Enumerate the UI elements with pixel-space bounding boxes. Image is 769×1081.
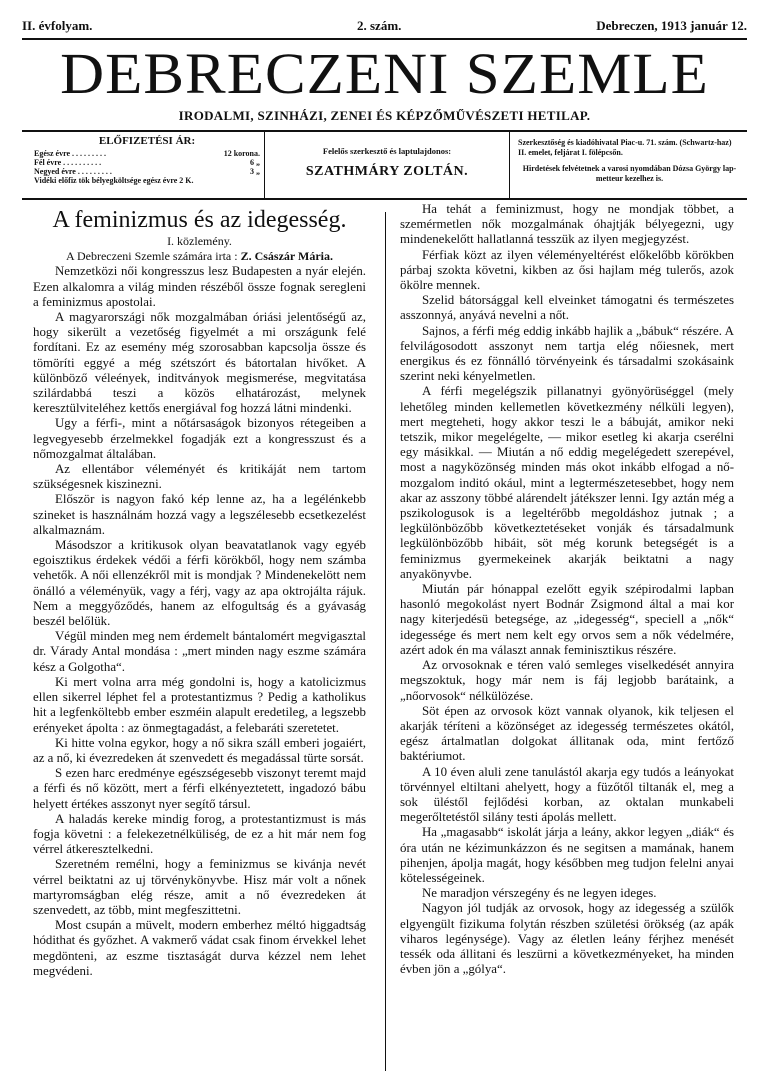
paragraph: Másodszor a kritikusok olyan beavatatlanok vagy egyéb egoisztikus érdekek védői a férfi körökből, hogy nem számba vehetők. A női ellenzékről mit is mondjak ? Mindenekelött nem önálló a véleményük, vagy a férj, vagy az apa oktrojálta rájuk. Nem a meggyőződés, hanem az elfogultság és a gyávaság beszél belőlük. [33,538,366,629]
subscription-row-label: Negyed évre . . . . . . . . . [34,167,112,176]
office-address: Szerkesztőség és kiadóhivatal Piac-u. 71. szám. (Schwartz-haz) II. emelet, feljárat I. fölépcsőn. [518,138,732,157]
paragraph: Férfiak közt az ilyen véleményeltérést előkelőbb körökben párbaj szokta követni, kikben az ősi hajlam még tulerős, azok ökölre mennek. [400,247,734,293]
paragraph: Miután pár hónappal ezelőtt egyik szépirodalmi lapban hasonló megokolást nyert Bodnár Zsigmond által a mai kor nagy kiterjedésü betegsége, az „idegesség“, speciell a „nők“ idegessége és mert nem kelt egy orvos sem a nők védelmére, azért adok én ma választ annak feminisztikus részére. [400,582,734,657]
paragraph: Nemzetközi női kongresszus lesz Budapesten a nyár elején. Ezen alkalomra a világ minden részéből össze fognak seregleni a feminizmus apostolai. [33,264,366,309]
paragraph: Ne maradjon vérszegény és ne legyen ideges. [422,886,657,901]
subscription-row [34,158,260,167]
paragraph: A 10 éven aluli zene tanulástól akarja egy tudós a leányokat törvénnyel eltiltani ahelyett, hogy a füzőtől tiltanák el, meg a sok üléstől fejlődési korban, az oktalan munkabeli megerőltetéstől silány testi ápolás mellett. [400,764,734,825]
paragraph: A magyarországi nők mozgalmában óriási jelentőségű az, hogy sikerült a vezetőség figyelmét a mi országunk felé fordítani. Ez az esemény még szorosabban kapcsolja össze és tömöríti eggyé a még szétszórt és bátortalan hivőket. A különböző véleények, inditványok megismerése, megvitatása szilárdabbá teszi a közös elhatározást, melynek keresztülviteléhez kettős energiával fog hozzá látni mindenki. [33,310,366,416]
paragraph: A férfi megelégszik pillanatnyi gyönyörüséggel (mely lehetőleg minden kellemetlen következmény nélküli legyen), mert megteheti, hogy akkor teszi le a bábuját, amikor neki tetszik, mikor megelégelte, — mikor esetleg ki akarja cserélni egy másikkal. — Miután a nő eddig megelégedett szerepével, most a nagyközönség minden más okot inkább elfogad a nő-mozgalom inditó okául, mint a legtermészetesebbet, hogy nem akar az asszony többé alárendelt játékszer lenni. Igy aztán még a pszikologusok is a legeltérőbb megoldáshoz jutnak ; a legkülönbözőbb következtetéseket vonják és társadalmunk legkülönbözőbb hibáit, söt még korunk betegségét is a feminizmus gyermekeinek akarják beiktatni a nagy anyakönyvbe. [400,384,734,581]
office-box [510,132,747,198]
left-paragraphs [33,264,366,979]
subscription-row-value: 6 „ [250,158,260,167]
subscription-box [22,132,264,198]
right-column [400,202,734,977]
paragraph: Szeretném remélni, hogy a feminizmus se kivánja nevét vérrel beiktatni az uj törvénykönyvbe. Hisz már volt a nőnek martyromságban elég része, amit a nő évezredeken át szenvedett, az több, mint megfeszittetni. [33,857,366,917]
paragraph: Ki hitte volna egykor, hogy a nő sikra száll emberi jogaiért, az a nő, ki évezredeken át szenvedett és megadással türte sorsát. [33,735,366,765]
newspaper-title: DEBRECZENI SZEMLE [60,41,709,106]
subscription-note: Vidéki előfiz tök bélyegköltsége egész évre 2 K. [34,176,194,185]
column-divider [385,212,386,1071]
byline-prefix: A Debreczeni Szemle számára irta : [65,249,238,264]
subscription-row [34,167,260,176]
paragraph: Végül minden meg nem érdemelt bántalomért megvigasztal dr. Várady Antal mondása : „mert minden nagy eszme számára kész a Golgotha“. [33,629,366,674]
subscription-row-label: Fél évre . . . . . . . . . . [34,158,102,167]
paragraph: Az orvosoknak e téren való semleges viselkedését annyira megszoktuk, hogy már nem is fáj legjobb barátaink, a „nőorvosok“ nélkülözése. [400,658,734,703]
info-box [22,130,747,200]
byline-author: Z. Császár Mária. [240,249,334,264]
subscription-row-value: 12 korona. [223,149,260,158]
editor-name: SZATHMÁRY ZOLTÁN. [305,164,469,179]
paragraph: S ezen harc eredménye egészségesebb viszonyt teremt majd a férfi és nő között, mert a férfi elkényeztetett, ingadozó bábu helyett értékes asszonyt nyer segítő társul. [33,766,366,811]
subscription-row-value: 3 „ [250,167,260,176]
paragraph: Sajnos, a férfi még eddig inkább hajlik a „bábuk“ részére. A felvilágosodott asszonyt nem tartja elég nőiesnek, mert energikus és ez fönnálló törvényeink és társadalmi szokásaink szerint neki kényelmetlen. [400,323,734,384]
ads-note: Hirdetések felvétetnek a varosi nyomdában Dózsa György lap-metteur kezelhez is. [522,164,737,183]
subscription-heading: ELŐFIZETÉSI ÁR: [98,135,196,147]
paragraph: Szelid bátorsággal kell elveinket támogatni és természetes asszonnyá, anyává nevelni a nőt. [400,293,734,323]
paragraph: Ugy a férfi-, mint a nőtársaságok bizonyos rétegeiben a legvegyesebb érzelmekkel fogadják ezt a kongresszust és a nőmozgalmat általában. [33,416,366,461]
left-column [33,206,366,979]
paragraph: A haladás kereke mindig forog, a protestantizmust is más fogja követni : a felekezetnélküliség, de ez a hit már nem fog vérrel átkeresztelkedni. [33,811,366,857]
subscription-row-label: Egész évre . . . . . . . . . [34,149,107,158]
paragraph: Az ellentábor véleményét és kritikáját nem tartom szükségesnek kiszinezni. [33,462,366,492]
paragraph: Nagyon jól tudják az orvosok, hogy az idegesség a szülők elgyengült fizikuma folytán részben születési örökség (az apák viharos legénysége). Vagy az életlen leány férjhez menését tessék oda állitani és leszürni a következményeket, ha minden évben jön a „gólya“. [400,901,734,977]
article-title: A feminizmus és az idegesség. [52,207,347,233]
editor-box [264,132,510,198]
place-date: Debreczen, 1913 január 12. [596,18,747,33]
paragraph: Ha tehát a feminizmust, hogy ne mondjak többet, a szemérmetlen nők mozgalmának óhajtják bélyegezni, ugy mindenekelőtt hallatlanná tesszük az ilyen megjegyzést. [400,202,734,247]
paragraph: Először is nagyon fakó kép lenne az, ha a legélénkebb szineket is használnám hozzá vagy a legszélesebb ecsetkezelést alkalmaznám. [33,492,366,537]
paragraph: Söt épen az orvosok közt vannak olyanok, kik teljesen el akarják téríteni a közönséget az idegesség természetes okától, egész ártalmatlan dolgokat állitanak oda, mint fertőző baktériumot. [400,703,734,764]
paragraph: Most csupán a müvelt, modern emberhez méltó higgadtság hódithat és győzhet. A vakmerő vádat csak finom érvekkel lehet megdönteni, az eszme tisztaságát durva kézzel nem lehet megvédeni. [33,918,366,978]
issue-number: 2. szám. [357,18,402,33]
paragraph: Ha „magasabb“ iskolát járja a leány, akkor legyen „diák“ és óra után ne kézimunkázzon és ne segitsen a mamának, hanem pihenjen, ápolja magát, hogy későbben meg tudjon felelni anyai kötelességeinek. [400,825,734,885]
article-byline [33,249,366,264]
article-part: I. közlemény. [167,234,232,248]
issue-info-line [22,18,747,34]
editor-label: Felelős szerkesztő és laptulajdonos: [322,146,452,156]
paragraph: Ki mert volna arra még gondolni is, hogy a katolicizmus ellen sikerrel léphet fel a protestantizmus ? Pedig a katholikus hit a legfenköltebb ember eszméin alapult eredetileg, a legszebb erényeket ápolta : az önmegtagadást, a felebaráti szeretetet. [33,674,366,735]
subscription-row [34,149,260,158]
volume-label: II. évfolyam. [22,18,93,33]
newspaper-subtitle: IRODALMI, SZINHÁZI, ZENEI ÉS KÉPZŐMŰVÉSZETI HETILAP. [178,108,591,123]
right-paragraphs [400,202,734,977]
